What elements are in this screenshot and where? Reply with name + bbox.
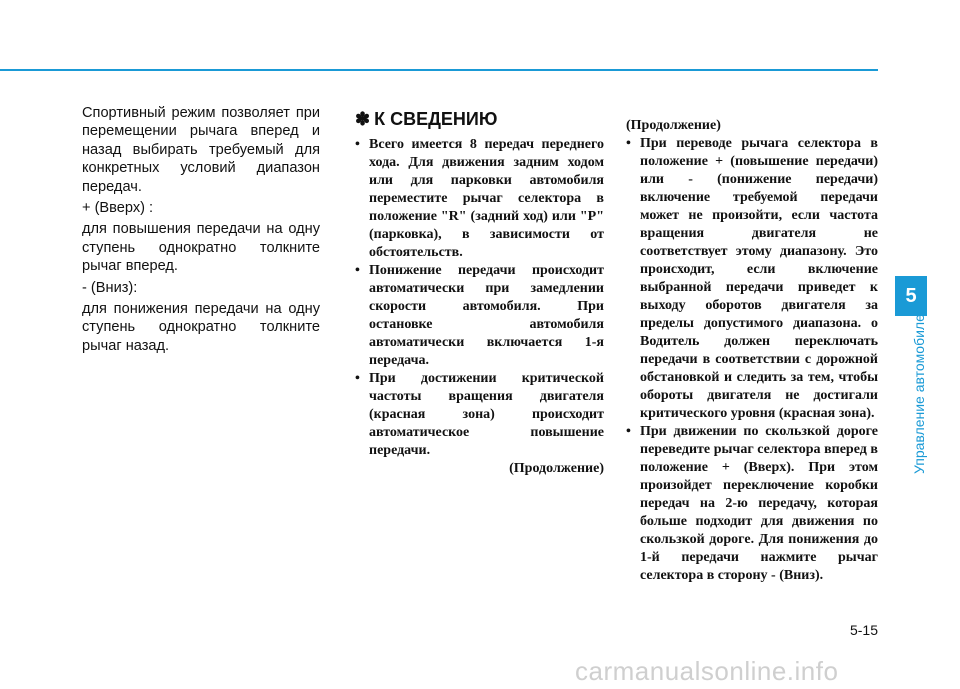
bullet: • (355, 371, 360, 386)
list-item: • Всего имеется 8 передач переднего хода. Для движения задним ходом или для парковки автомобиля переместите рычаг селектора в положение "R" (задний ход) или "P" (парковка), в зависимости от обстоятельств. (355, 137, 604, 260)
column-3 (626, 117, 878, 585)
page-number: 5-15 (849, 622, 878, 638)
paragraph-up-label: + (Вверх) : (82, 200, 154, 217)
notice-star-icon: ✽ (355, 109, 371, 129)
list-item: • Понижение передачи происходит автоматически при замедлении скорости автомобиля. При остановке автомобиля автоматически включается 1-я передача. (355, 263, 604, 368)
list-item: • При движении по скользкой дороге переведите рычаг селектора вперед в положение + (Вверх). При этом произойдет переключение коробки передач на 2-ю передачу, которая больше подходит для движения по скользкой дороге. Для понижения до 1-й передачи нажмите рычаг селектора в сторону - (Вниз). (626, 424, 878, 583)
paragraph-down-desc: для понижения передачи на одну ступень однократно толкните рычаг назад. (82, 301, 320, 354)
watermark: carmanualsonline.info (575, 656, 839, 686)
notice-heading-text: К СВЕДЕНИЮ (374, 109, 498, 129)
paragraph-up-desc: для повышения передачи на одну ступень однократно толкните рычаг вперед. (82, 221, 320, 275)
continued-label: (Продолжение) (509, 461, 604, 476)
bullet: • (355, 137, 360, 152)
paragraph-down-label: - (Вниз): (82, 279, 138, 296)
notice-heading (355, 108, 604, 130)
chapter-number-tab: 5 (895, 276, 927, 316)
list-item: • При переводе рычага селектора в положение + (повышение передачи) или - (понижение передачи) включение требуемой передачи может не произойти, если частота вращения двигателя не соответствует этому диапазону. Это происходит, если включение выбранной передачи приведет к выходу оборотов двигателя за пределы допустимого диапазона. о Водитель должен переключать передачи в соответствии с дорожной обстановкой и следить за тем, чтобы обороты двигателя не достигали критического уровня (красная зона). (626, 136, 878, 421)
notice-list (355, 136, 604, 460)
top-rule (0, 69, 878, 71)
column-2-notice (355, 108, 604, 478)
bullet: • (355, 263, 360, 278)
column-1 (82, 104, 320, 358)
bullet: • (626, 424, 631, 439)
list-item: • При достижении критической частоты вращения двигателя (красная зона) происходит автоматическое повышение передачи. (355, 371, 604, 458)
bullet: • (626, 136, 631, 151)
chapter-title: Управление автомобилем (911, 304, 927, 474)
notice-list-continued (626, 135, 878, 585)
continued-label-top: (Продолжение) (626, 118, 721, 133)
paragraph-sport-mode: Спортивный режим позволяет при перемещении рычага вперед и назад выбирать требуемый для конкретных условий диапазон передач. (82, 105, 320, 195)
